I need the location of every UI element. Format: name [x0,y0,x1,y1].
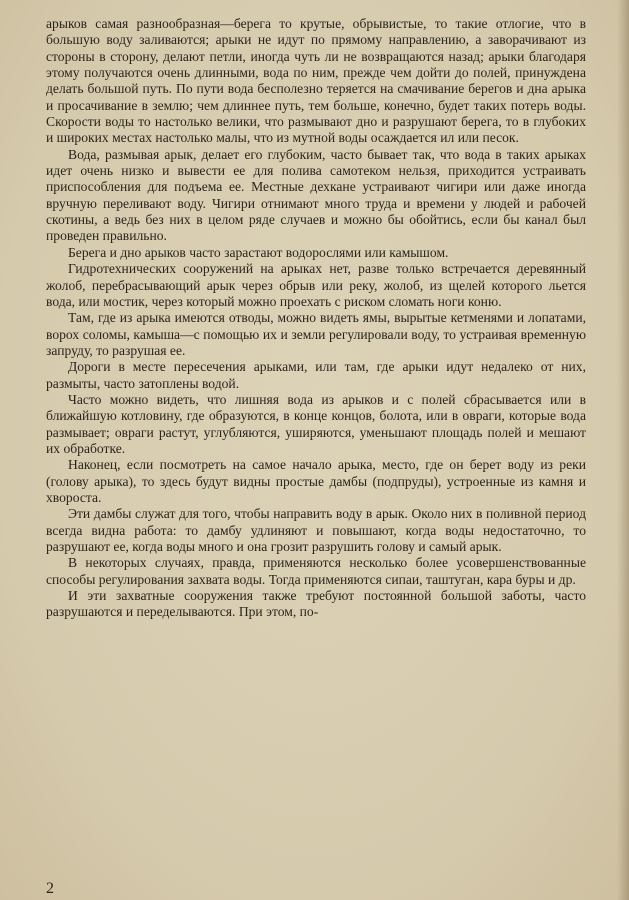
paragraph-11: И эти захватные сооружения также требуют постоянной большой заботы, часто разрушаются и переделываются. При этом, по- [46,588,586,620]
paragraph-4: Гидротехнических сооружений на арыках нет, разве только встречается деревянный жолоб, перебрасывающий арык через обрыв или реку, жолоб, из щелей которого льется вода, или мостик, через который можно проехать с риском сломать ноги коню. [46,261,586,309]
paragraph-6: Дороги в месте пересечения арыками, или там, где арыки идут недалеко от них, размыты, часто затоплены водой. [46,359,586,391]
paragraph-10: В некоторых случаях, правда, применяются несколько более усовершенствованные способы регулирования захвата воды. Тогда применяются сипаи, таштуган, кара буры и др. [46,555,586,587]
paragraph-9: Эти дамбы служат для того, чтобы направить воду в арык. Около них в поливной период всегда видна работа: то дамбу удлиняют и повышают, когда воды недостаточно, то разрушают ее, когда воды много и она грозит разрушить голову и самый арык. [46,506,586,554]
body-text [46,16,586,621]
page-edge-shadow [617,0,629,900]
paragraph-1: арыков самая разнообразная—берега то крутые, обрывистые, то такие отлогие, что в большую воду заливаются; арыки не идут по прямому направлению, а заворачивают из стороны в сторону, делают петли, иногда чуть ли не возвращаются назад; арыки благодаря этому получаются очень длинными, вода по ним, прежде чем дойти до полей, принуждена делать большой путь. По пути вода бесполезно теряется на смачивание берегов и дна арыка и просачивание в землю; чем длиннее путь, тем больше, конечно, будет таких потерь воды. Скорости воды то настолько велики, что размывают дно и разрушают берега, то в глубоких и широких местах настолько малы, что из мутной воды осаждается ил или песок. [46,16,586,146]
paragraph-5: Там, где из арыка имеются отводы, можно видеть ямы, вырытые кетменями и лопатами, ворох соломы, камыша—с помощью их и земли регулировали воду, то устраивая временную запруду, то разрушая ее. [46,310,586,358]
page-number: 2 [46,880,54,897]
paragraph-7: Часто можно видеть, что лишняя вода из арыков и с полей сбрасывается или в ближайшую котловину, где образуются, в конце концов, болота, или в овраги, которые вода размывает; овраги растут, углубляются, уширяются, уменьшают площадь полей и мешают их обработке. [46,391,586,456]
paragraph-2: Вода, размывая арык, делает его глубоким, часто бывает так, что вода в таких арыках идет очень низко и вывести ее для полива самотеком нельзя, приходится устраивать приспособления для подъема ее. Местные дехкане устраивают чигири или даже иногда вручную переливают воду. Чигири отнимают много труда и времени у людей и рабочей скотины, а ведь без них в целом ряде случаев и можно бы обойтись, если бы канал был проведен правильно. [46,146,586,244]
paragraph-3: Берега и дно арыков часто зарастают водорослями или камышом. [68,244,449,260]
paragraph-8: Наконец, если посмотреть на самое начало арыка, место, где он берет воду из реки (голову арыка), то здесь будут видны простые дамбы (подпруды), устроенные из камня и хвороста. [46,457,586,505]
